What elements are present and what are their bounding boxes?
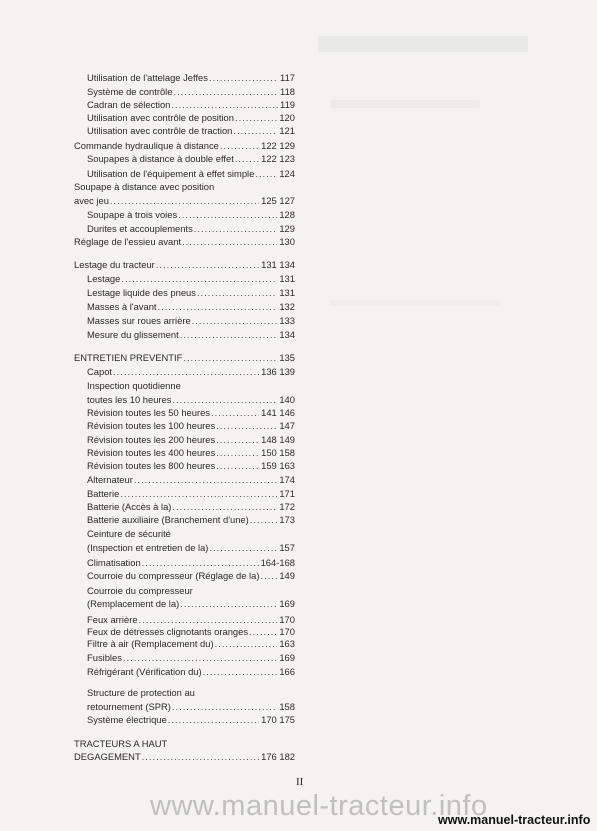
toc-entry	[87, 99, 295, 110]
toc-entry-page: 148 149	[261, 434, 295, 445]
toc-entry	[74, 140, 295, 151]
toc-entry	[87, 153, 295, 164]
toc-leader-dots	[233, 125, 277, 136]
toc-entry-page: 166	[279, 666, 295, 677]
toc-entry-page: 158	[279, 701, 295, 712]
toc-leader-dots	[171, 99, 278, 110]
toc-entry	[87, 501, 295, 512]
toc-entry-page: 149	[279, 570, 295, 581]
toc-leader-dots	[260, 570, 277, 581]
toc-entry-page: 134	[279, 329, 295, 340]
toc-entry-page: 133	[279, 315, 295, 326]
toc-entry	[87, 380, 295, 391]
toc-entry-title: DEGAGEMENT	[74, 751, 141, 762]
toc-entry-title: ENTRETIEN PREVENTIF	[74, 352, 183, 363]
toc-entry-title: Révision toutes les 100 heures	[87, 420, 216, 431]
toc-entry	[87, 557, 295, 568]
toc-leader-dots	[142, 557, 259, 568]
toc-entry-page: 174	[279, 474, 295, 485]
toc-entry-page: 124	[279, 168, 295, 179]
toc-leader-dots	[235, 153, 259, 164]
toc-entry	[87, 598, 295, 609]
toc-entry	[74, 195, 295, 206]
toc-entry	[87, 488, 295, 499]
toc-entry-title: Batterie auxiliaire (Branchement d'une)	[87, 514, 249, 525]
toc-leader-dots	[250, 514, 278, 525]
toc-entry-title: Révision toutes les 200 heures	[87, 434, 216, 445]
toc-leader-dots	[220, 140, 259, 151]
toc-entry	[87, 287, 295, 298]
toc-leader-dots	[173, 86, 278, 97]
toc-entry-page: 159 163	[261, 460, 295, 471]
toc-entry-title: Climatisation	[87, 557, 141, 568]
toc-entry	[87, 329, 295, 340]
toc-leader-dots	[113, 366, 259, 377]
toc-entry-page: 119	[280, 99, 295, 110]
toc-entry-title: Feux de détresses clignotants oranges	[87, 626, 249, 637]
toc-entry	[87, 420, 295, 431]
toc-entry	[87, 72, 295, 83]
toc-entry	[87, 474, 295, 485]
toc-entry-title: Ceinture de sécurité	[87, 528, 171, 539]
toc-entry	[87, 666, 295, 677]
toc-leader-dots	[235, 112, 277, 123]
toc-entry-title: toutes les 10 heures	[87, 394, 172, 405]
toc-entry-title: Utilisation de l'équipement à effet simple	[87, 168, 255, 179]
toc-leader-dots	[197, 287, 277, 298]
toc-entry-title: Courroie du compresseur (Réglage de la)	[87, 570, 260, 581]
toc-entry-page: 173	[279, 514, 295, 525]
toc-entry	[87, 407, 295, 418]
toc-entry-title: Masses à l'avant	[87, 301, 157, 312]
toc-entry-page: 141 146	[261, 407, 295, 418]
toc-leader-dots	[120, 488, 277, 499]
toc-entry	[87, 652, 295, 663]
toc-entry	[87, 542, 295, 553]
toc-leader-dots	[168, 714, 259, 725]
toc-entry-page: 132	[279, 301, 295, 312]
toc-entry-title: Révision toutes les 50 heures	[87, 407, 210, 418]
toc-entry-page: 131	[279, 287, 295, 298]
toc-entry-page: 140	[279, 394, 295, 405]
toc-entry	[87, 209, 295, 220]
toc-entry-title: Soupape à distance avec position	[74, 181, 215, 192]
toc-entry-title: Lestage liquide des pneus	[87, 287, 196, 298]
toc-entry-page: 176 182	[261, 751, 295, 762]
toc-entry-title: Structure de protection au	[87, 687, 195, 698]
toc-leader-dots	[172, 394, 277, 405]
toc-entry	[87, 585, 295, 596]
toc-leader-dots	[182, 236, 277, 247]
toc-entry-page: 129	[279, 223, 295, 234]
toc-entry	[87, 125, 295, 136]
toc-entry-page: 130	[279, 236, 295, 247]
toc-entry	[87, 447, 295, 458]
toc-entry-title: Lestage du tracteur	[74, 259, 155, 270]
toc-entry-title: Courroie du compresseur	[87, 585, 193, 596]
toc-entry-title: Réglage de l'essieu avant	[74, 236, 182, 247]
toc-leader-dots	[216, 447, 259, 458]
toc-entry	[87, 86, 295, 97]
toc-entry-title: Révision toutes les 800 heures	[87, 460, 216, 471]
toc-entry-page: 118	[280, 86, 295, 97]
toc-entry	[87, 112, 295, 123]
toc-entry	[87, 514, 295, 525]
toc-leader-dots	[139, 614, 278, 625]
toc-entry-title: Lestage	[87, 273, 121, 284]
toc-entry	[87, 301, 295, 312]
toc-entry-title: Alternateur	[87, 474, 133, 485]
toc-leader-dots	[178, 209, 277, 220]
toc-leader-dots	[211, 407, 259, 418]
toc-leader-dots	[180, 329, 278, 340]
toc-entry-title: Capot	[87, 366, 113, 377]
toc-entry-page: 147	[279, 420, 295, 431]
toc-leader-dots	[216, 434, 259, 445]
watermark: www.manuel-tracteur.info	[150, 790, 488, 822]
toc-leader-dots	[172, 701, 277, 712]
toc-entry-page: 170 175	[261, 714, 295, 725]
toc-entry-title: Batterie	[87, 488, 120, 499]
toc-entry-page: 121	[279, 125, 295, 136]
toc-entry-page: 164-168	[260, 557, 295, 568]
toc-entry-title: Soupape à trois voies	[87, 209, 178, 220]
toc-entry-title: Durites et accouplements	[87, 223, 193, 234]
toc-entry	[87, 687, 295, 698]
toc-entry-title: TRACTEURS A HAUT	[74, 738, 168, 749]
toc-leader-dots	[123, 652, 277, 663]
toc-entry-page: 117	[280, 72, 295, 83]
toc-entry	[87, 638, 295, 649]
toc-leader-dots	[142, 751, 259, 762]
toc-entry-title: Cadran de sélection	[87, 99, 171, 110]
toc-leader-dots	[121, 273, 277, 284]
toc-entry-title: Utilisation avec contrôle de position	[87, 112, 234, 123]
toc-entry	[87, 394, 295, 405]
toc-leader-dots	[134, 474, 277, 485]
toc-leader-dots	[158, 301, 278, 312]
toc-entry-title: Inspection quotidienne	[87, 380, 181, 391]
toc-entry	[87, 614, 295, 625]
toc-entry-title: Fusibles	[87, 652, 122, 663]
toc-entry-page: 128	[279, 209, 295, 220]
toc-leader-dots	[209, 72, 278, 83]
toc-entry	[87, 434, 295, 445]
toc-leader-dots	[203, 666, 278, 677]
toc-leader-dots	[255, 168, 277, 179]
toc-leader-dots	[249, 626, 277, 637]
toc-entry-title: Mesure du glissement	[87, 329, 179, 340]
toc-entry-title: (Remplacement de la)	[87, 598, 180, 609]
toc-entry	[87, 570, 295, 581]
toc-entry-title: Utilisation de l'attelage Jeffes	[87, 72, 208, 83]
toc-entry-page: 171	[279, 488, 295, 499]
toc-entry-title: Révision toutes les 400 heures	[87, 447, 216, 458]
toc-leader-dots	[215, 638, 278, 649]
toc-entry	[74, 181, 295, 192]
toc-entry-title: (Inspection et entretien de la)	[87, 542, 209, 553]
page-number: II	[296, 776, 304, 788]
toc-leader-dots	[216, 460, 259, 471]
toc-entry-page: 169	[279, 598, 295, 609]
toc-entry-page: 150 158	[261, 447, 295, 458]
toc-entry-page: 122 129	[261, 140, 295, 151]
toc-entry-page: 170	[279, 614, 295, 625]
toc-entry-page: 170	[279, 626, 295, 637]
toc-entry-title: Feux arrière	[87, 614, 138, 625]
toc-entry	[87, 714, 295, 725]
toc-entry-title: Réfrigérant (Vérification du)	[87, 666, 202, 677]
toc-entry-page: 135	[279, 352, 295, 363]
toc-entry-page: 169	[279, 652, 295, 663]
toc-entry-title: avec jeu	[74, 195, 109, 206]
toc-leader-dots	[110, 195, 259, 206]
toc-entry	[74, 738, 295, 749]
toc-entry	[74, 236, 295, 247]
toc-leader-dots	[194, 223, 278, 234]
toc-entry-page: 136 139	[261, 366, 295, 377]
toc-entry-page: 172	[279, 501, 295, 512]
toc-entry	[87, 366, 295, 377]
toc-leader-dots	[180, 598, 277, 609]
toc-leader-dots	[209, 542, 277, 553]
corner-url: www.manuel-tracteur.info	[438, 813, 591, 827]
toc-leader-dots	[216, 420, 277, 431]
toc-entry-title: Masses sur roues arrière	[87, 315, 191, 326]
toc-leader-dots	[192, 315, 278, 326]
toc-entry-title: Système de contrôle	[87, 86, 173, 97]
toc-entry	[74, 751, 295, 762]
toc-entry	[87, 460, 295, 471]
toc-entry-title: Batterie (Accès à la)	[87, 501, 172, 512]
toc-entry	[87, 223, 295, 234]
toc-entry-page: 131	[279, 273, 295, 284]
toc-entry	[74, 352, 295, 363]
toc-entry-page: 157	[279, 542, 295, 553]
toc-entry	[87, 315, 295, 326]
toc-entry-page: 120	[279, 112, 295, 123]
toc-entry	[74, 259, 295, 270]
toc-entry	[87, 528, 295, 539]
toc-entry	[87, 168, 295, 179]
toc-entry	[87, 701, 295, 712]
toc-leader-dots	[156, 259, 259, 270]
toc-entry-title: Filtre à air (Remplacement du)	[87, 638, 214, 649]
toc-entry-page: 125 127	[261, 195, 295, 206]
toc-leader-dots	[172, 501, 277, 512]
toc-entry-page: 131 134	[261, 259, 295, 270]
toc-entry-title: Soupapes à distance à double effet	[87, 153, 234, 164]
toc-leader-dots	[183, 352, 277, 363]
toc-entry-title: Utilisation avec contrôle de traction	[87, 125, 233, 136]
toc-entry-page: 122 123	[261, 153, 295, 164]
toc-entry-title: Système électrique	[87, 714, 167, 725]
toc-entry	[87, 626, 295, 637]
toc-entry	[87, 273, 295, 284]
toc-entry-title: Commande hydraulique à distance	[74, 140, 219, 151]
toc-entry-title: retournement (SPR)	[87, 701, 171, 712]
toc-entry-page: 163	[279, 638, 295, 649]
